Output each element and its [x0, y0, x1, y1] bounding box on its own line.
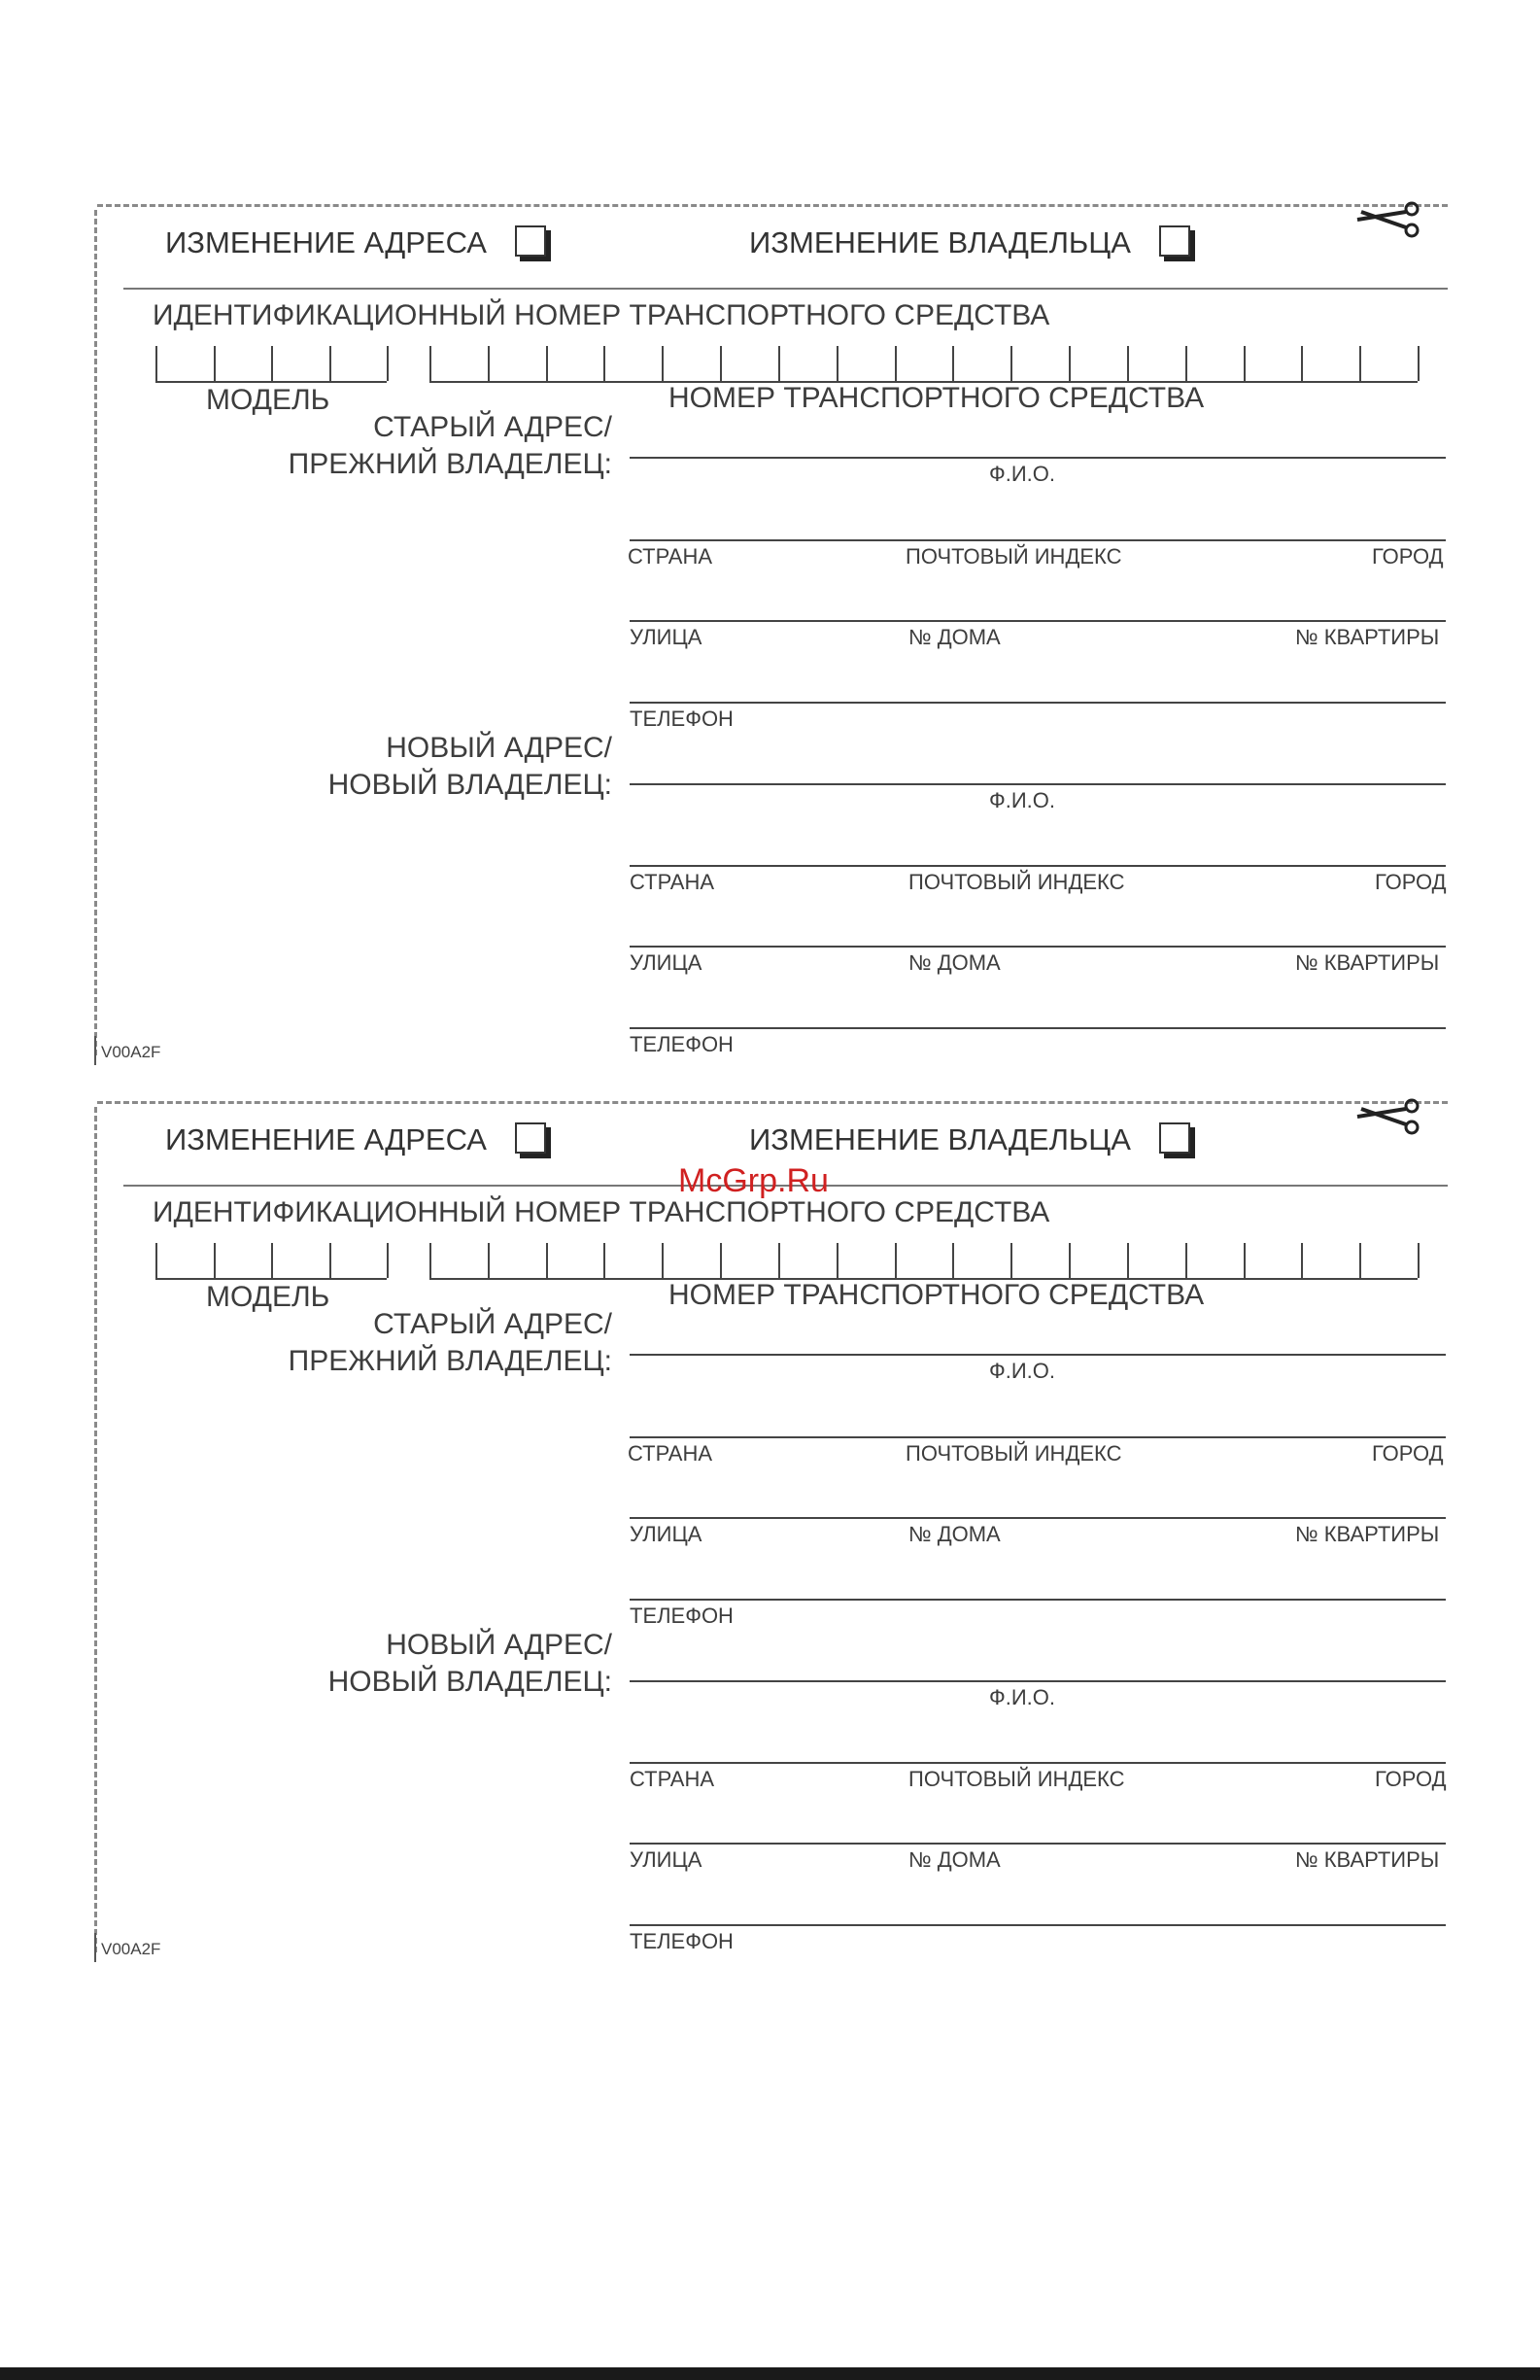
vin-box-divider: [895, 1243, 897, 1278]
vin-box-divider: [837, 346, 838, 381]
model-label: МОДЕЛЬ: [206, 1281, 330, 1313]
vin-number-boxes[interactable]: [429, 346, 1418, 383]
vin-box-divider: [1244, 1243, 1246, 1278]
vin-box-divider: [546, 1243, 548, 1278]
bottom-strip: [0, 2367, 1540, 2380]
old-street-line[interactable]: [630, 1517, 1446, 1519]
vin-box-divider: [1185, 1243, 1187, 1278]
old-apartment-caption: № КВАРТИРЫ: [1295, 625, 1440, 649]
vin-box-divider: [214, 346, 216, 381]
old-name-line[interactable]: [630, 457, 1446, 459]
new-name-caption: Ф.И.О.: [989, 788, 1055, 812]
vin-box-divider: [1127, 1243, 1129, 1278]
new-address-line[interactable]: [630, 865, 1446, 867]
scissors-icon: [1355, 1095, 1423, 1140]
new-owner-label: [328, 1627, 612, 1701]
vin-model-boxes[interactable]: [155, 1243, 387, 1280]
old-postcode-caption: ПОЧТОВЫЙ ИНДЕКС: [906, 1441, 1122, 1466]
old-country-caption: СТРАНА: [628, 1441, 713, 1466]
vin-box-divider: [837, 1243, 838, 1278]
vin-box-divider: [271, 1243, 273, 1278]
vin-box-divider: [952, 1243, 954, 1278]
new-name-caption: Ф.И.О.: [989, 1685, 1055, 1709]
vin-box-divider: [429, 1243, 431, 1278]
vin-box-divider: [488, 346, 490, 381]
vin-box-divider: [778, 1243, 780, 1278]
code-bar: [94, 1933, 96, 1962]
old-apartment-caption: № КВАРТИРЫ: [1295, 1522, 1440, 1546]
old-owner-label: [289, 409, 612, 483]
old-house-caption: № ДОМА: [908, 625, 1001, 649]
old-phone-caption: ТЕЛЕФОН: [630, 1604, 734, 1628]
cut-line-top: [97, 1101, 1448, 1104]
vin-number-boxes[interactable]: [429, 1243, 1418, 1280]
new-street-caption: УЛИЦА: [630, 1847, 702, 1872]
old-city-caption: ГОРОД: [1372, 544, 1444, 569]
old-name-line[interactable]: [630, 1354, 1446, 1356]
vin-box-divider: [1359, 1243, 1361, 1278]
vin-box-divider: [1244, 346, 1246, 381]
old-phone-caption: ТЕЛЕФОН: [630, 707, 734, 731]
header-divider: [123, 288, 1448, 290]
cut-line-left: [94, 210, 97, 1055]
old-phone-line[interactable]: [630, 1599, 1446, 1601]
vin-box-divider: [155, 346, 157, 381]
vin-box-divider: [952, 346, 954, 381]
watermark: McGrp.Ru: [678, 1162, 829, 1199]
vin-model-boxes[interactable]: [155, 346, 387, 383]
vin-box-divider: [329, 346, 331, 381]
address-change-form: [0, 1101, 1540, 2005]
old-address-line[interactable]: [630, 539, 1446, 541]
new-country-caption: СТРАНА: [630, 870, 715, 894]
new-phone-caption: ТЕЛЕФОН: [630, 1929, 734, 1953]
vin-box-divider: [662, 346, 664, 381]
vin-box-divider: [778, 346, 780, 381]
vin-box-divider: [1418, 346, 1420, 381]
vin-box-divider: [1010, 346, 1012, 381]
vin-box-divider: [271, 346, 273, 381]
vin-box-divider: [214, 1243, 216, 1278]
vin-box-divider: [895, 346, 897, 381]
change-owner-checkbox[interactable]: [1159, 225, 1190, 257]
new-owner-label: [328, 730, 612, 804]
vin-box-divider: [603, 1243, 605, 1278]
new-city-caption: ГОРОД: [1375, 1767, 1447, 1791]
new-street-line[interactable]: [630, 1843, 1446, 1845]
change-address-label: ИЗМЕНЕНИЕ АДРЕСА: [165, 1122, 487, 1156]
old-owner-label: [289, 1306, 612, 1380]
code-bar: [94, 1036, 96, 1065]
new-phone-line[interactable]: [630, 1027, 1446, 1029]
vin-box-divider: [387, 346, 389, 381]
new-apartment-caption: № КВАРТИРЫ: [1295, 950, 1440, 975]
vin-box-divider: [1069, 346, 1071, 381]
cut-line-top: [97, 204, 1448, 207]
vin-box-divider: [329, 1243, 331, 1278]
old-city-caption: ГОРОД: [1372, 1441, 1444, 1466]
vin-box-divider: [1301, 346, 1303, 381]
vin-box-divider: [546, 346, 548, 381]
old-street-line[interactable]: [630, 620, 1446, 622]
new-street-line[interactable]: [630, 946, 1446, 948]
old-address-line[interactable]: [630, 1436, 1446, 1438]
old-name-caption: Ф.И.О.: [989, 462, 1055, 486]
vin-box-divider: [1010, 1243, 1012, 1278]
new-street-caption: УЛИЦА: [630, 950, 702, 975]
old-postcode-caption: ПОЧТОВЫЙ ИНДЕКС: [906, 544, 1122, 569]
form-code: V00A2F: [101, 1940, 161, 1958]
vin-label: ИДЕНТИФИКАЦИОННЫЙ НОМЕР ТРАНСПОРТНОГО СРЕДСТВА: [153, 299, 1050, 331]
cut-line-left: [94, 1107, 97, 1952]
scissors-icon: [1355, 198, 1423, 243]
vin-box-divider: [1185, 346, 1187, 381]
vin-label: ИДЕНТИФИКАЦИОННЫЙ НОМЕР ТРАНСПОРТНОГО СРЕДСТВА: [153, 1196, 1050, 1228]
old-country-caption: СТРАНА: [628, 544, 713, 569]
change-owner-label: ИЗМЕНЕНИЕ ВЛАДЕЛЬЦА: [749, 225, 1131, 259]
new-owner-label-line1: НОВЫЙ АДРЕС/: [386, 1629, 612, 1661]
vin-box-divider: [662, 1243, 664, 1278]
change-address-checkbox[interactable]: [515, 225, 546, 257]
old-street-caption: УЛИЦА: [630, 1522, 702, 1546]
new-owner-label-line2: НОВЫЙ ВЛАДЕЛЕЦ:: [327, 1666, 612, 1698]
vin-box-divider: [488, 1243, 490, 1278]
vehicle-number-label: НОМЕР ТРАНСПОРТНОГО СРЕДСТВА: [668, 1279, 1205, 1311]
change-address-label: ИЗМЕНЕНИЕ АДРЕСА: [165, 225, 487, 259]
new-postcode-caption: ПОЧТОВЫЙ ИНДЕКС: [908, 870, 1125, 894]
vin-box-divider: [1069, 1243, 1071, 1278]
new-owner-label-line2: НОВЫЙ ВЛАДЕЛЕЦ:: [327, 769, 612, 801]
vehicle-number-label: НОМЕР ТРАНСПОРТНОГО СРЕДСТВА: [668, 382, 1205, 414]
vin-box-divider: [720, 346, 722, 381]
vin-box-divider: [1301, 1243, 1303, 1278]
old-owner-label-line1: СТАРЫЙ АДРЕС/: [373, 1308, 612, 1340]
new-name-line[interactable]: [630, 783, 1446, 785]
new-phone-line[interactable]: [630, 1924, 1446, 1926]
old-owner-label-line2: ПРЕЖНИЙ ВЛАДЕЛЕЦ:: [288, 1345, 612, 1377]
new-city-caption: ГОРОД: [1375, 870, 1447, 894]
new-owner-label-line1: НОВЫЙ АДРЕС/: [386, 732, 612, 764]
old-phone-line[interactable]: [630, 702, 1446, 704]
change-owner-checkbox[interactable]: [1159, 1122, 1190, 1154]
change-address-checkbox[interactable]: [515, 1122, 546, 1154]
new-apartment-caption: № КВАРТИРЫ: [1295, 1847, 1440, 1872]
old-house-caption: № ДОМА: [908, 1522, 1001, 1546]
new-address-line[interactable]: [630, 1762, 1446, 1764]
old-owner-label-line2: ПРЕЖНИЙ ВЛАДЕЛЕЦ:: [288, 448, 612, 480]
vin-box-divider: [603, 346, 605, 381]
vin-box-divider: [429, 346, 431, 381]
new-postcode-caption: ПОЧТОВЫЙ ИНДЕКС: [908, 1767, 1125, 1791]
vin-box-divider: [155, 1243, 157, 1278]
old-name-caption: Ф.И.О.: [989, 1359, 1055, 1383]
address-change-form: [0, 204, 1540, 1108]
model-label: МОДЕЛЬ: [206, 384, 330, 416]
old-owner-label-line1: СТАРЫЙ АДРЕС/: [373, 411, 612, 443]
new-country-caption: СТРАНА: [630, 1767, 715, 1791]
old-street-caption: УЛИЦА: [630, 625, 702, 649]
new-name-line[interactable]: [630, 1680, 1446, 1682]
vin-box-divider: [1127, 346, 1129, 381]
vin-box-divider: [720, 1243, 722, 1278]
change-owner-label: ИЗМЕНЕНИЕ ВЛАДЕЛЬЦА: [749, 1122, 1131, 1156]
new-phone-caption: ТЕЛЕФОН: [630, 1032, 734, 1056]
vin-box-divider: [1359, 346, 1361, 381]
vin-box-divider: [387, 1243, 389, 1278]
form-code: V00A2F: [101, 1043, 161, 1061]
new-house-caption: № ДОМА: [908, 950, 1001, 975]
new-house-caption: № ДОМА: [908, 1847, 1001, 1872]
vin-box-divider: [1418, 1243, 1420, 1278]
